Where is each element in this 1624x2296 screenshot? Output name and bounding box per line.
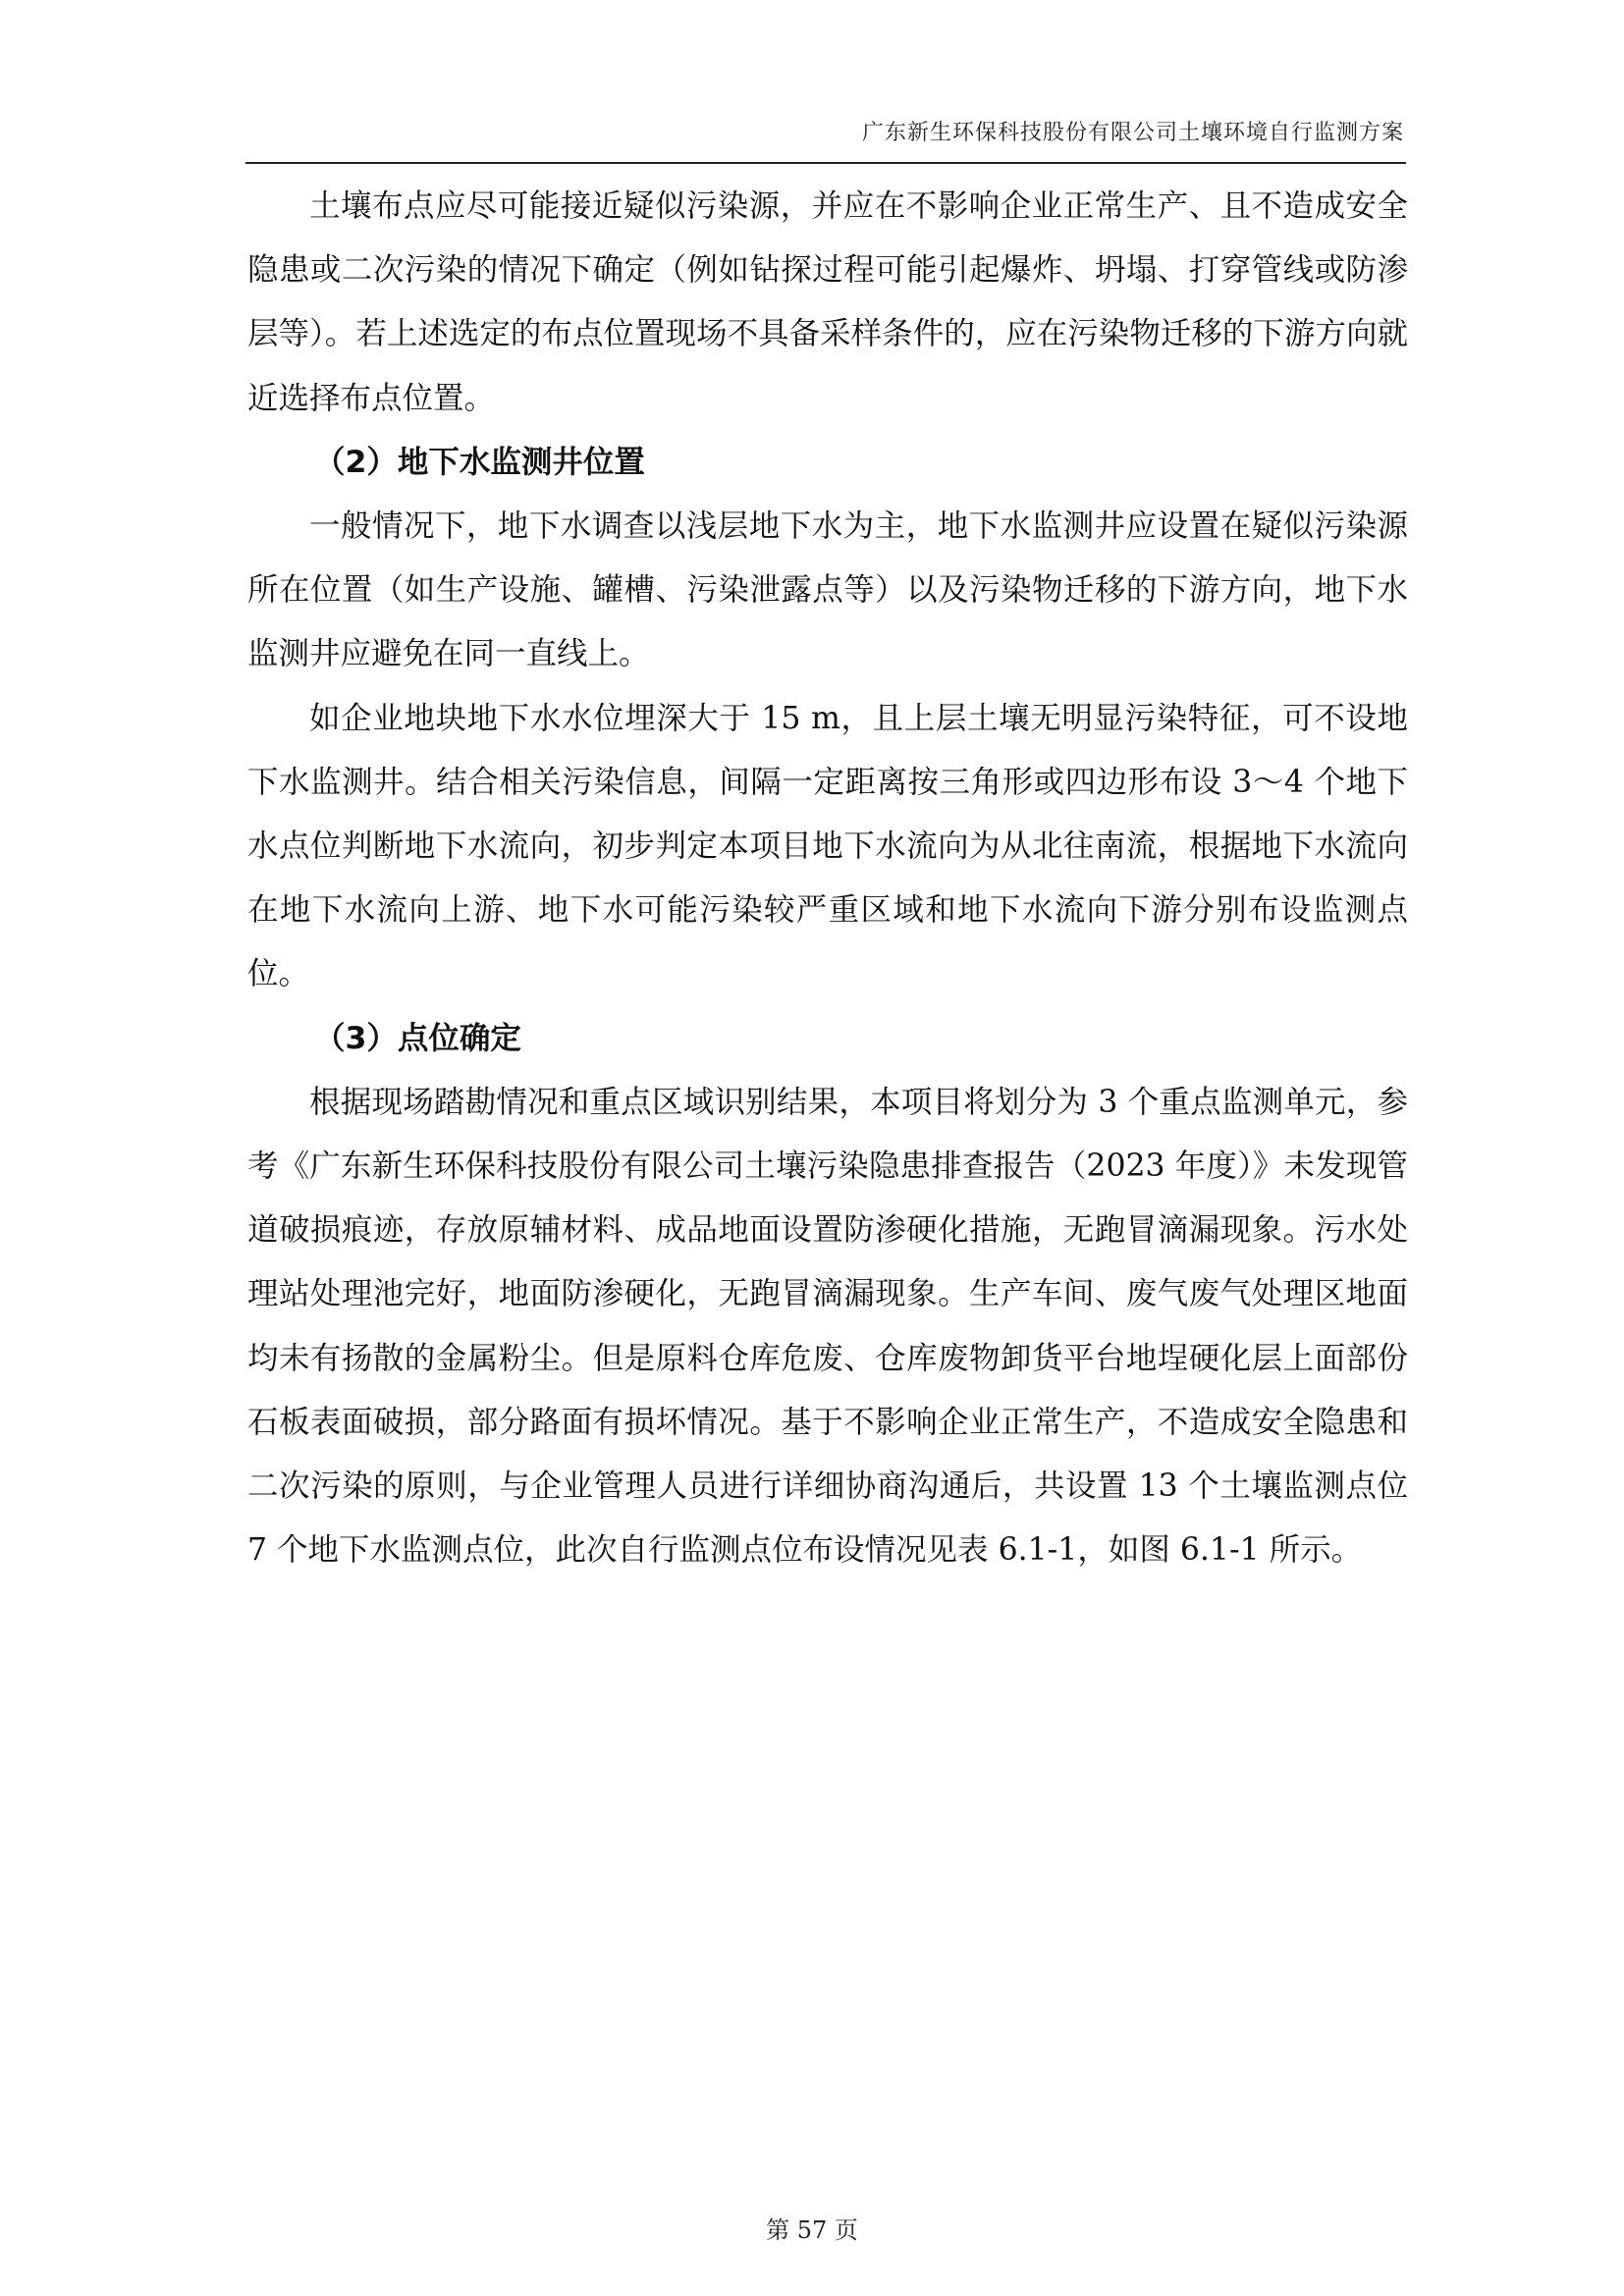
section-heading-point-determination: （3）点位确定 xyxy=(314,1020,521,1056)
paragraph-point-determination: 根据现场踏勘情况和重点区域识别结果，本项目将划分为 3 个重点监测单元，参考《广东新生环保科技股份有限公司土壤污染隐患排查报告（2023 年度）》未发现管道破损痕迹，存放原辅材料、成品地面设置防渗硬化措施，无跑冒滴漏现象。污水处理站处理池完好，地面防渗硬化，无跑冒滴漏现象。生产车间、废气废气处理区地面均未有扬散的金属粉尘。但是原料仓库危废、仓库废物卸货平台地埕硬化层上面部份石板表面破损，部分路面有损坏情况。基于不影响企业正常生产，不造成安全隐患和二次污染的原则，与企业管理人员进行详细协商沟通后，共设置 13 个土壤监测点位 7 个地下水监测点位，此次自行监测点位布设情况见表 6.1-1，如图 6.1-1 所示。 xyxy=(247,1084,1408,1569)
header-divider xyxy=(245,162,1406,164)
paragraph-soil-sampling: 土壤布点应尽可能接近疑似污染源，并应在不影响企业正常生产、且不造成安全隐患或二次污染的情况下确定（例如钻探过程可能引起爆炸、坍塌、打穿管线或防渗层等）。若上述选定的布点位置现场不具备采样条件的，应在污染物迁移的下游方向就近选择布点位置。 xyxy=(247,188,1408,416)
page-header-title: 广东新生环保科技股份有限公司土壤环境自行监测方案 xyxy=(861,121,1404,145)
page-number: 第 57 页 xyxy=(766,2216,858,2244)
section-heading-groundwater-wells: （2）地下水监测井位置 xyxy=(314,444,645,480)
document-body xyxy=(247,175,1408,1582)
paragraph-groundwater-flow: 如企业地块地下水水位埋深大于 15 m，且上层土壤无明显污染特征，可不设地下水监测井。结合相关污染信息，间隔一定距离按三角形或四边形布设 3～4 个地下水点位判断地下水流向，初步判定本项目地下水流向为从北往南流，根据地下水流向在地下水流向上游、地下水可能污染较严重区域和地下水流向下游分别布设监测点位。 xyxy=(247,700,1408,992)
paragraph-groundwater-general: 一般情况下，地下水调查以浅层地下水为主，地下水监测井应设置在疑似污染源所在位置（如生产设施、罐槽、污染泄露点等）以及污染物迁移的下游方向，地下水监测井应避免在同一直线上。 xyxy=(247,508,1408,672)
